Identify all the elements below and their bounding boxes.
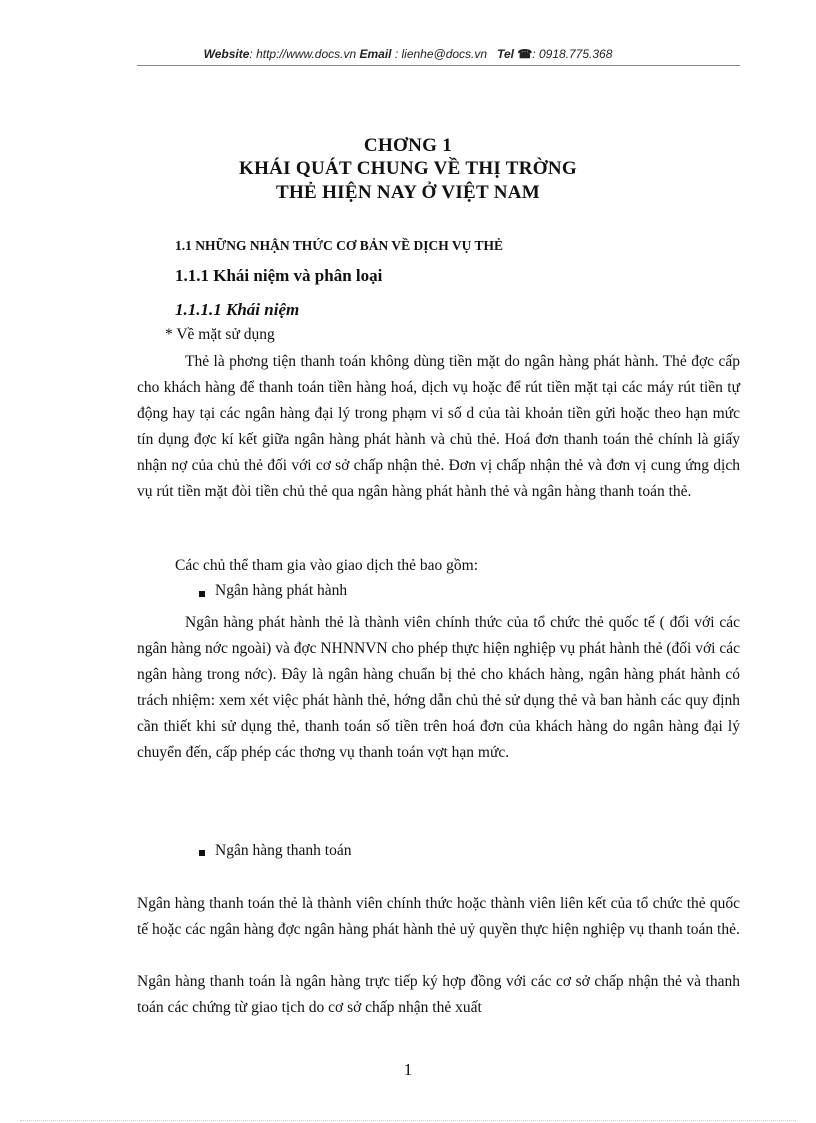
website-value: : http://www.docs.vn xyxy=(249,47,357,61)
phone-icon: ☎ xyxy=(517,47,533,61)
bullet-issuing-bank: Ngân hàng phát hành xyxy=(215,582,348,599)
page-header xyxy=(0,47,816,61)
chapter-title-line2: THẺ HIỆN NAY Ở VIỆT NAM xyxy=(276,182,540,203)
chapter-number: CHƠNG 1 xyxy=(363,135,453,156)
bullet-marker xyxy=(199,591,205,597)
paragraph-issuing-bank: Ngân hàng phát hành thẻ là thành viên chính thức của tổ chức thẻ quốc tế ( đối với các ngân hàng nớc ngoài) và đợc NHNNVN cho phép thực hiện nghiệp vụ phát hành thẻ (đối với các ngân hàng trong nớc). Đây là ngân hàng chuẩn bị thẻ cho khách hàng, ngân hàng phát hành có trách nhiệm: xem xét việc phát hành thẻ, hớng dẫn chủ thẻ sử dụng thẻ và ban hành các quy định cần thiết khi sử dụng thẻ, thanh toán số tiền trên hoá đơn của khách hàng do ngân hàng đại lý chuyển đến, cấp phép các thơng vụ thanh toán vợt hạn mức. xyxy=(137,614,740,761)
tel-value: : 0918.775.368 xyxy=(532,47,613,61)
paragraph-acquiring-bank: Ngân hàng thanh toán thẻ là thành viên chính thức hoặc thành viên liên kết của tổ chức thẻ quốc tế hoặc các ngân hàng đợc ngân hàng phát hành thẻ uỷ quyền thực hiện nghiệp vụ thanh toán thẻ. xyxy=(137,895,740,938)
section-heading-1-1-1: 1.1.1 Khái niệm và phân loại xyxy=(175,266,383,285)
paragraph-acquiring-bank-role: Ngân hàng thanh toán là ngân hàng trực tiếp ký hợp đồng với các cơ sở chấp nhận thẻ và thanh toán các chứng từ giao tịch do cơ sở chấp nhận thẻ xuất xyxy=(137,973,740,1016)
header-divider xyxy=(137,65,740,66)
paragraph-card-definition: Thẻ là phơng tiện thanh toán không dùng tiền mặt do ngân hàng phát hành. Thẻ đợc cấp cho khách hàng để thanh toán tiền hàng hoá, dịch vụ hoặc để rút tiền mặt tại các máy rút tiền tự động hay tại các ngân hàng đại lý trong phạm vi số d của tài khoản tiền gửi hoặc theo hạn mức tín dụng đợc kí kết giữa ngân hàng phát hành và chủ thẻ. Hoá đơn thanh toán thẻ chính là giấy nhận nợ của chủ thẻ đối với cơ sở chấp nhận thẻ. Đơn vị chấp nhận thẻ và đơn vị cung ứng dịch vụ rút tiền mặt đòi tiền chủ thẻ qua ngân hàng phát hành thẻ và ngân hàng thanh toán thẻ. xyxy=(137,353,740,500)
email-label: Email xyxy=(359,47,392,61)
bullet-marker xyxy=(199,850,205,856)
footer-divider xyxy=(20,1120,796,1121)
section-heading-1-1-1-1: 1.1.1.1 Khái niệm xyxy=(175,300,300,319)
tel-label: Tel xyxy=(497,47,514,61)
section-heading-1-1: 1.1 NHỮNG NHẬN THỨC CƠ BẢN VỀ DỊCH VỤ THẺ xyxy=(175,238,504,253)
page-number: 1 xyxy=(403,1060,413,1079)
participants-intro: Các chủ thể tham gia vào giao dịch thẻ bao gồm: xyxy=(175,557,479,574)
website-label: Website xyxy=(203,47,250,61)
usage-heading: * Về mặt sử dụng xyxy=(165,326,275,343)
email-value: : lienhe@docs.vn xyxy=(391,47,488,61)
chapter-title-line1: KHÁI QUÁT CHUNG VỀ THỊ TRỜNG xyxy=(239,158,577,179)
bullet-acquiring-bank: Ngân hàng thanh toán xyxy=(215,842,352,859)
